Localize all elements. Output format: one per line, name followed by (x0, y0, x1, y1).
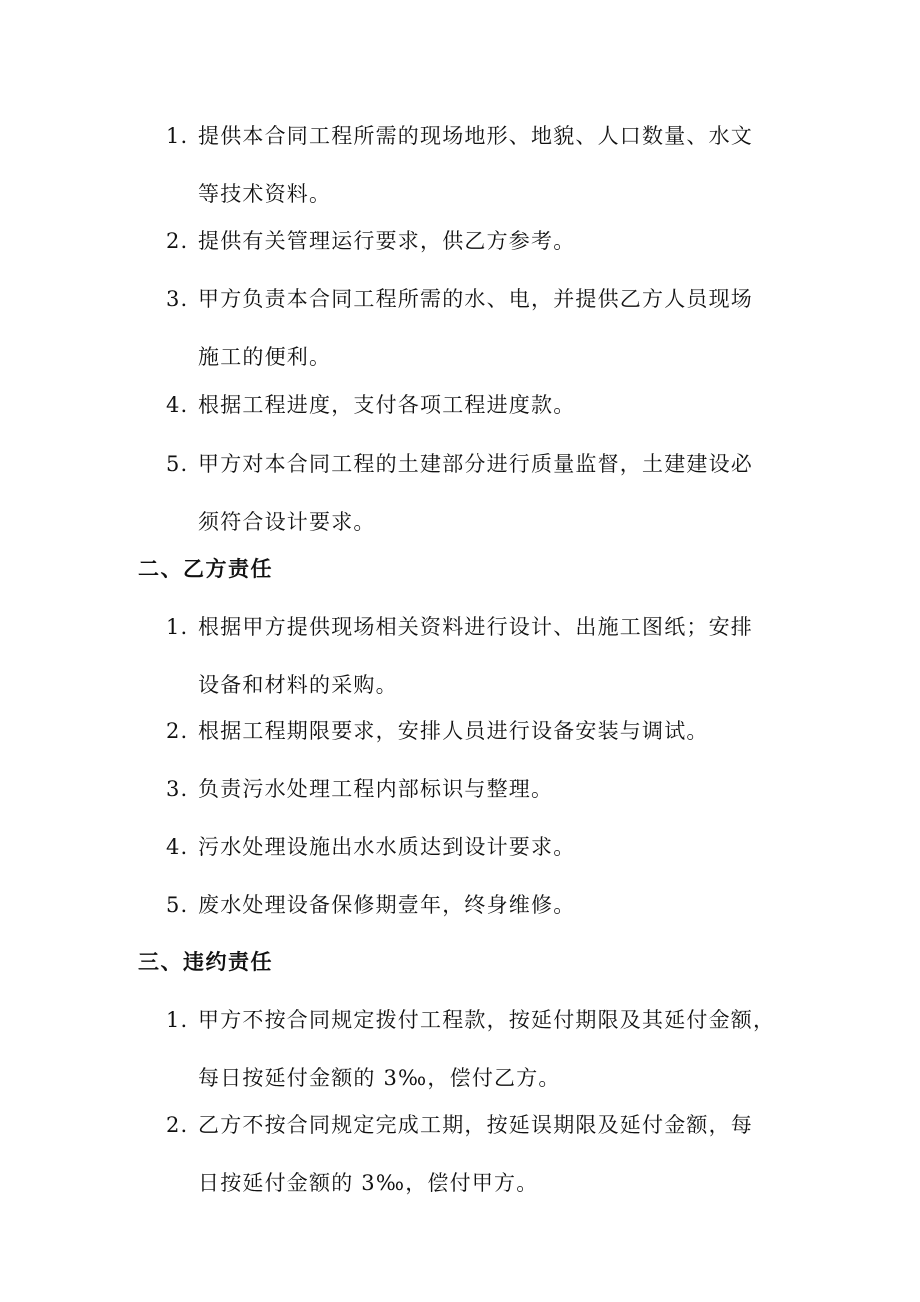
list-item-c1 (166, 1006, 786, 1093)
list-number: 2. (166, 1113, 189, 1137)
list-item-text: 甲方不按合同规定拨付工程款，按延付期限及其延付金额， (198, 1008, 776, 1032)
list-number: 4. (166, 393, 189, 417)
list-item-text-cont: 每日按延付金额的 3‰，偿付乙方。 (198, 1066, 561, 1090)
list-item-text: 根据甲方提供现场相关资料进行设计、出施工图纸；安排 (198, 615, 753, 639)
list-number: 3. (166, 287, 189, 311)
list-number: 1. (166, 615, 189, 639)
list-number: 1. (166, 124, 189, 148)
list-item-a4 (166, 391, 786, 420)
list-item-text-cont: 日按延付金额的 3‰，偿付甲方。 (198, 1171, 539, 1195)
list-item-a2 (166, 227, 786, 256)
list-item-b2 (166, 717, 786, 746)
list-item-text: 废水处理设备保修期壹年，终身维修。 (198, 893, 576, 917)
list-item-b3 (166, 775, 786, 804)
list-item-text-cont: 施工的便利。 (198, 345, 332, 369)
list-number: 5. (166, 893, 189, 917)
list-item-text-cont: 等技术资料。 (198, 182, 332, 206)
list-item-text: 污水处理设施出水水质达到设计要求。 (198, 835, 576, 859)
list-number: 3. (166, 777, 189, 801)
list-item-b5 (166, 891, 786, 920)
list-number: 2. (166, 229, 189, 253)
list-item-text: 根据工程期限要求，安排人员进行设备安装与调试。 (198, 719, 709, 743)
list-item-b4 (166, 833, 786, 862)
list-item-text: 负责污水处理工程内部标识与整理。 (198, 777, 554, 801)
list-number: 1. (166, 1008, 189, 1032)
section-heading-party-b: 二、乙方责任 (138, 557, 273, 581)
list-item-text: 乙方不按合同规定完成工期，按延误期限及延付金额，每 (198, 1113, 753, 1137)
list-number: 2. (166, 719, 189, 743)
list-item-text-cont: 设备和材料的采购。 (198, 673, 398, 697)
list-number: 4. (166, 835, 189, 859)
list-item-text: 根据工程进度，支付各项工程进度款。 (198, 393, 576, 417)
list-item-text: 提供本合同工程所需的现场地形、地貌、人口数量、水文 (198, 124, 753, 148)
list-item-text-cont: 须符合设计要求。 (198, 510, 376, 534)
section-heading-breach: 三、违约责任 (138, 950, 273, 974)
list-item-a1 (166, 122, 786, 209)
list-item-text: 提供有关管理运行要求，供乙方参考。 (198, 229, 576, 253)
list-item-b1 (166, 613, 786, 700)
list-item-a3 (166, 285, 786, 372)
list-item-text: 甲方负责本合同工程所需的水、电，并提供乙方人员现场 (198, 287, 753, 311)
list-item-a5 (166, 450, 786, 537)
list-number: 5. (166, 452, 189, 476)
list-item-text: 甲方对本合同工程的土建部分进行质量监督，土建建设必 (198, 452, 753, 476)
list-item-c2 (166, 1111, 786, 1198)
